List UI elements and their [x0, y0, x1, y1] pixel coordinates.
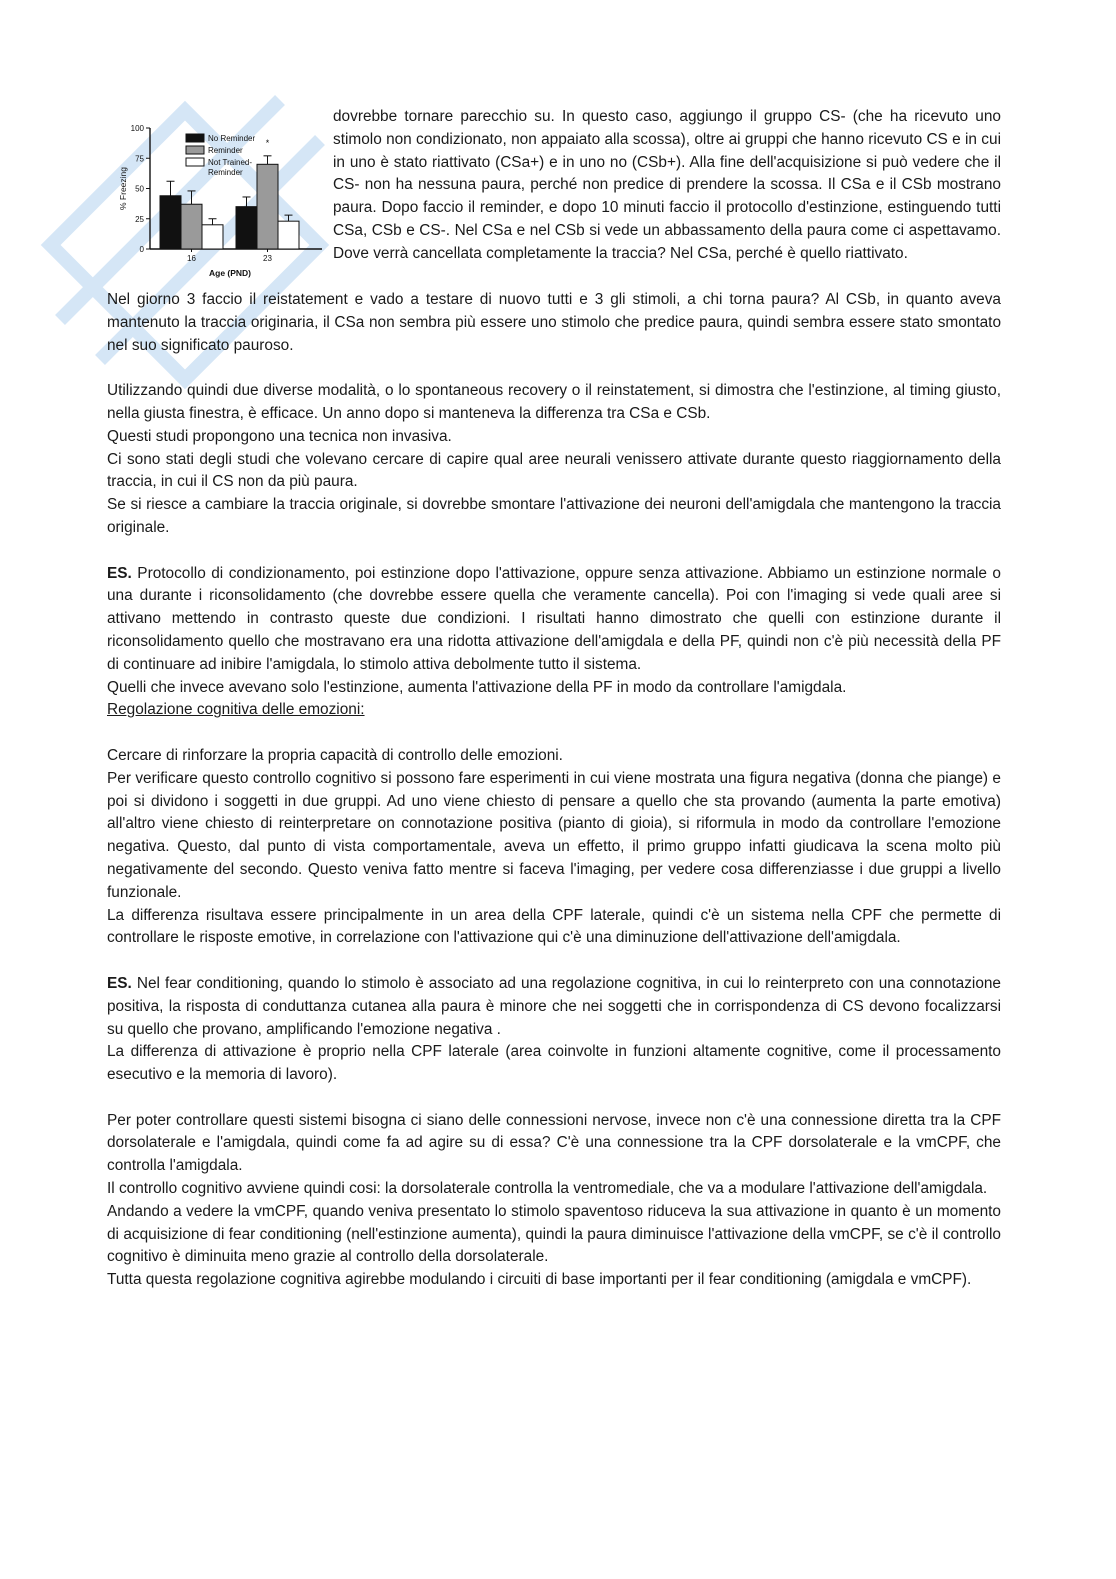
y-axis-label: % Freezing	[118, 167, 128, 210]
paragraph: La differenza di attivazione è proprio nella CPF laterale (area coinvolte in funzioni altamente cognitive, come il processamento esecutivo e la memoria di lavoro).	[107, 1043, 1001, 1084]
legend-swatch	[186, 134, 204, 142]
example-text: Protocollo di condizionamento, poi estinzione dopo l'attivazione, oppure senza attivazione. Abbiamo un estinzione normale o una durante i riconsolidamento (che dovrebbe essere quella che veramente cancella). Poi con l'imaging si vede quali aree si attivano mettendo in contrasto queste due condizioni. I risultati hanno dimostrato che quelli con estinzione durante il riconsolidamento quello che mostravano era una ridotta attivazione dell'amigdala e della PF, quindi non c'è più necessità della PF di continuare ad inibire l'amigdala, lo stimolo attiva debolmente tutto il sistema.	[107, 564, 1001, 673]
chart-legend	[186, 134, 255, 177]
legend-label: Reminder	[208, 146, 243, 155]
bar-not-trained-reminder-16	[202, 225, 223, 249]
example-paragraph	[107, 973, 1001, 1041]
x-tick-label: 23	[263, 254, 272, 263]
y-tick-label: 0	[139, 245, 144, 254]
paragraph: Questi studi propongono una tecnica non invasiva.	[107, 427, 452, 445]
bar-not-trained-reminder-23	[278, 221, 299, 249]
y-tick-label: 100	[130, 124, 144, 133]
paragraph: Se si riesce a cambiare la traccia originale, si dovrebbe smontare l'attivazione dei neuroni dell'amigdala che mantengono la traccia originale.	[107, 496, 1001, 536]
x-tick-label: 16	[187, 254, 196, 263]
paragraph: Cercare di rinforzare la propria capacità di controllo delle emozioni.	[107, 746, 563, 764]
intro-paragraph: dovrebbe tornare parecchio su. In questo caso, aggiungo il gruppo CS- (che ha ricevuto uno stimolo non condizionato, non appaiato alla scossa), oltre ai gruppi che hanno ricevuto CS e in cui in uno è stato riattivato (CSa+) e in uno no (CSb+). Alla fine dell'acquisizione si può vedere che il CS- non ha nessuna paura, perché non predice di prendere la scossa. Il CSa e il CSb mostrano paura. Dopo faccio il reminder, e dopo 10 minuti faccio il protocollo d'estinzione, estinguendo tutti CSa, CSb e CS-. Nel CSa e nel CSb si vede un abbassamento della paura come ci aspettavamo. Dove verrà cancellata completamente la traccia? Nel CSa, perché è quello riattivato.	[333, 108, 1001, 262]
bar-reminder-16	[181, 204, 202, 249]
bar-no-reminder-23	[236, 207, 257, 249]
paragraph: La differenza risultava essere principalmente in un area della CPF laterale, quindi c'è un sistema nella CPF che permette di controllare le risposte emotive, in correlazione con l'attivazione qui c'è una diminuzione dell'attivazione dell'amigdala.	[107, 906, 1001, 947]
paragraph: Ci sono stati degli studi che volevano cercare di capire qual aree neurali venissero attivate durante questo riaggiornamento della traccia, in cui il CS non da più paura.	[107, 450, 1001, 491]
bar-no-reminder-16	[160, 196, 181, 249]
paragraph: Per poter controllare questi sistemi bisogna ci siano delle connessioni nervose, invece non c'è una connessione diretta tra la CPF dorsolaterale e l'amigdala, quindi come fa ad agire su di essa? C'è una connessione tra la CPF dorsolaterale e la vmCPF, che controlla l'amigdala.	[107, 1111, 1001, 1175]
example-label: ES.	[107, 564, 132, 582]
paragraph: Andando a vedere la vmCPF, quando veniva presentato lo stimolo spaventoso riduceva la sua attivazione in quanto è un momento di acquisizione di fear conditioning (nell'estinzione aumenta), quindi la paura diminuisce l'attivazione della vmCPF, se c'è il controllo cognitivo è diminuita meno grazie al controllo della dorsolaterale.	[107, 1202, 1001, 1266]
paragraph: Il controllo cognitivo avviene quindi cosi: la dorsolaterale controlla la ventromediale, che va a modulare l'attivazione dell'amigdala.	[107, 1180, 988, 1198]
example-text: Nel fear conditioning, quando lo stimolo è associato ad una regolazione cognitiva, in cui lo reinterpreto con una connotazione positiva, la risposta di conduttanza cutanea alla paura è minore che nei soggetti che in corrispondenza di CS devono focalizzarsi su quello che provano, amplificando l'emozione negativa .	[107, 974, 1001, 1038]
legend-swatch	[186, 146, 204, 154]
legend-label: Reminder	[208, 168, 243, 177]
paragraph: Quelli che invece avevano solo l'estinzione, aumenta l'attivazione della PF in modo da controllare l'amigdala.	[107, 678, 847, 696]
paragraph: Per verificare questo controllo cognitivo si possono fare esperimenti in cui viene mostrata una figura negativa (donna che piange) e poi si dividono i soggetti in due gruppi. Ad uno viene chiesto di pensare a quello che sta provando (aumenta la parte emotiva) all'altro viene chiesto di reinterpretare on connotazione positiva (pianto di gioia), si riformula in modo da controllare l'emozione negativa. Questo, dal punto di vista comportamentale, aveva un effetto, il primo gruppo infatti giudicava la scena molto più negativamente del secondo. Questo veniva fatto mentre si faceva l'imaging, per vedere cosa differenziasse i due gruppi a livello funzionale.	[107, 769, 1001, 901]
y-tick-label: 25	[135, 214, 144, 224]
paragraph: Nel giorno 3 faccio il reistatement e vado a testare di nuovo tutti e 3 gli stimoli, a chi torna paura? Al CSb, in quanto aveva mantenuto la traccia originaria, il CSa non sembra più essere uno stimolo che predice paura, quindi sembra essere stato smontato nel suo significato pauroso.	[107, 291, 1001, 354]
y-tick-label: 50	[135, 184, 144, 194]
paragraph: Utilizzando quindi due diverse modalità, o lo spontaneous recovery o il reinstatement, si dimostra che l'estinzione, al timing giusto, nella giusta finestra, è efficace. Un anno dopo si manteneva la differenza tra CSa e CSb.	[107, 382, 1001, 422]
significance-marker: *	[265, 137, 270, 148]
legend-label: Not Trained-	[208, 158, 253, 167]
paragraph: Tutta questa regolazione cognitiva agirebbe modulando i circuiti di base importanti per il fear conditioning (amigdala e vmCPF).	[107, 1271, 972, 1289]
y-tick-label: 75	[135, 154, 144, 164]
bar-reminder-23	[257, 164, 278, 249]
x-axis-label: Age (PND)	[208, 268, 252, 278]
example-paragraph	[107, 563, 1001, 677]
legend-swatch	[186, 158, 204, 166]
example-label: ES.	[107, 974, 132, 992]
section-heading: Regolazione cognitiva delle emozioni:	[107, 701, 365, 719]
body-text	[107, 289, 1001, 1292]
legend-label: No Reminder	[208, 134, 256, 143]
freezing-bar-chart	[112, 118, 326, 280]
